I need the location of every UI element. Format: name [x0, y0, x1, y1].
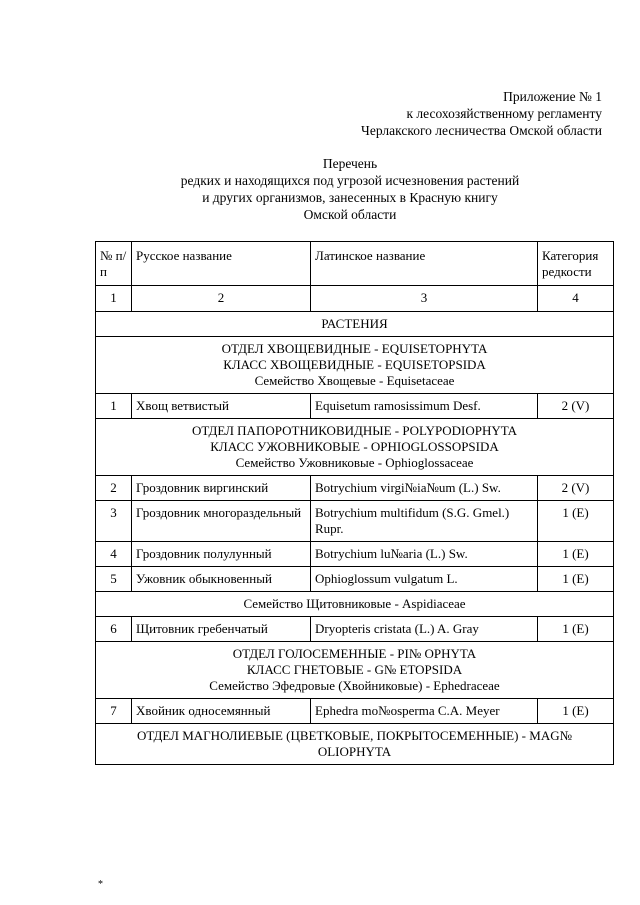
table-row: [96, 476, 614, 501]
kingdom-heading: РАСТЕНИЯ: [96, 312, 614, 337]
russian-name: Ужовник обыкновенный: [132, 567, 311, 592]
table-row: [96, 567, 614, 592]
red-book-table: [95, 241, 614, 765]
column-number: 1: [96, 286, 132, 312]
column-number: 2: [132, 286, 311, 312]
division-line: ОТДЕЛ МАГНОЛИЕВЫЕ (ЦВЕТКОВЫЕ, ПОКРЫТОСЕМЕННЫЕ) - MAG№ OLIOPHYTA: [137, 728, 572, 759]
class-line: КЛАСС ГНЕТОВЫЕ - G№ ETOPSIDA: [246, 662, 463, 677]
section-row: [96, 419, 614, 476]
column-number: 4: [538, 286, 614, 312]
kingdom-row: [96, 312, 614, 337]
header-russian: Русское название: [132, 242, 311, 286]
row-number: 6: [96, 617, 132, 642]
appendix-header: [361, 88, 602, 139]
rarity-category: 1 (E): [538, 617, 614, 642]
table-row: [96, 617, 614, 642]
title-line-2: редких и находящихся под угрозой исчезновения растений: [180, 173, 520, 188]
row-number: 7: [96, 699, 132, 724]
row-number: 1: [96, 394, 132, 419]
row-number: 2: [96, 476, 132, 501]
title-line-4: Омской области: [303, 207, 397, 222]
division-line: ОТДЕЛ ГОЛОСЕМЕННЫЕ - PI№ OPHYTA: [232, 646, 477, 661]
title-line-1: Перечень: [322, 156, 378, 171]
russian-name: Гроздовник виргинский: [132, 476, 311, 501]
section-heading: [96, 592, 614, 617]
column-number: 3: [311, 286, 538, 312]
latin-name: Ophioglossum vulgatum L.: [311, 567, 538, 592]
rarity-category: 1 (E): [538, 542, 614, 567]
russian-name: Хвощ ветвистый: [132, 394, 311, 419]
russian-name: Гроздовник многораздельный: [132, 501, 311, 542]
rarity-category: 1 (E): [538, 501, 614, 542]
family-line: Семейство Эфедровые (Хвойниковые) - Ephedraceae: [209, 678, 500, 693]
family-line: Семейство Щитовниковые - Aspidiaceae: [243, 596, 466, 611]
class-line: КЛАСС УЖОВНИКОВЫЕ - OPHIOGLOSSOPSIDA: [210, 439, 499, 454]
russian-name: Щитовник гребенчатый: [132, 617, 311, 642]
family-line: Семейство Хвощевые - Equisetaceae: [254, 373, 455, 388]
table-row: [96, 501, 614, 542]
latin-name: Ephedra mo№osperma C.A. Meyer: [311, 699, 538, 724]
latin-name: Botrychium lu№aria (L.) Sw.: [311, 542, 538, 567]
section-row: [96, 337, 614, 394]
section-heading: [96, 419, 614, 476]
division-line: ОТДЕЛ ХВОЩЕВИДНЫЕ - EQUISETOPHYTA: [221, 341, 488, 356]
section-heading: [96, 337, 614, 394]
latin-name: Botrychium virgi№ia№um (L.) Sw.: [311, 476, 538, 501]
latin-name: Dryopteris cristata (L.) A. Gray: [311, 617, 538, 642]
section-row: [96, 642, 614, 699]
section-heading: [96, 642, 614, 699]
header-latin: Латинское название: [311, 242, 538, 286]
table-row: [96, 394, 614, 419]
appendix-forestry: Черлакского лесничества Омской области: [361, 123, 602, 138]
latin-name: Botrychium multifidum (S.G. Gmel.) Rupr.: [311, 501, 538, 542]
appendix-number: Приложение № 1: [503, 89, 602, 104]
header-num: № п/п: [96, 242, 132, 286]
rarity-category: 2 (V): [538, 394, 614, 419]
rarity-category: 1 (E): [538, 699, 614, 724]
section-heading: [96, 724, 614, 765]
footnote-mark: *: [98, 879, 103, 890]
russian-name: Хвойник односемянный: [132, 699, 311, 724]
row-number: 5: [96, 567, 132, 592]
rarity-category: 2 (V): [538, 476, 614, 501]
title-line-3: и других организмов, занесенных в Красную книгу: [202, 190, 498, 205]
header-category: Категория редкости: [538, 242, 614, 286]
section-row: [96, 592, 614, 617]
appendix-reference: к лесохозяйственному регламенту: [406, 106, 602, 121]
latin-name: Equisetum ramosissimum Desf.: [311, 394, 538, 419]
rarity-category: 1 (E): [538, 567, 614, 592]
russian-name: Гроздовник полулунный: [132, 542, 311, 567]
section-row: [96, 724, 614, 765]
row-number: 4: [96, 542, 132, 567]
document-title: [0, 155, 640, 223]
family-line: Семейство Ужовниковые - Ophioglossaceae: [235, 455, 474, 470]
table-row: [96, 542, 614, 567]
table-row: [96, 699, 614, 724]
row-number: 3: [96, 501, 132, 542]
class-line: КЛАСС ХВОЩЕВИДНЫЕ - EQUISETOPSIDA: [223, 357, 486, 372]
division-line: ОТДЕЛ ПАПОРОТНИКОВИДНЫЕ - POLYPODIOPHYTA: [191, 423, 518, 438]
table-header-row: [96, 242, 614, 286]
column-number-row: [96, 286, 614, 312]
